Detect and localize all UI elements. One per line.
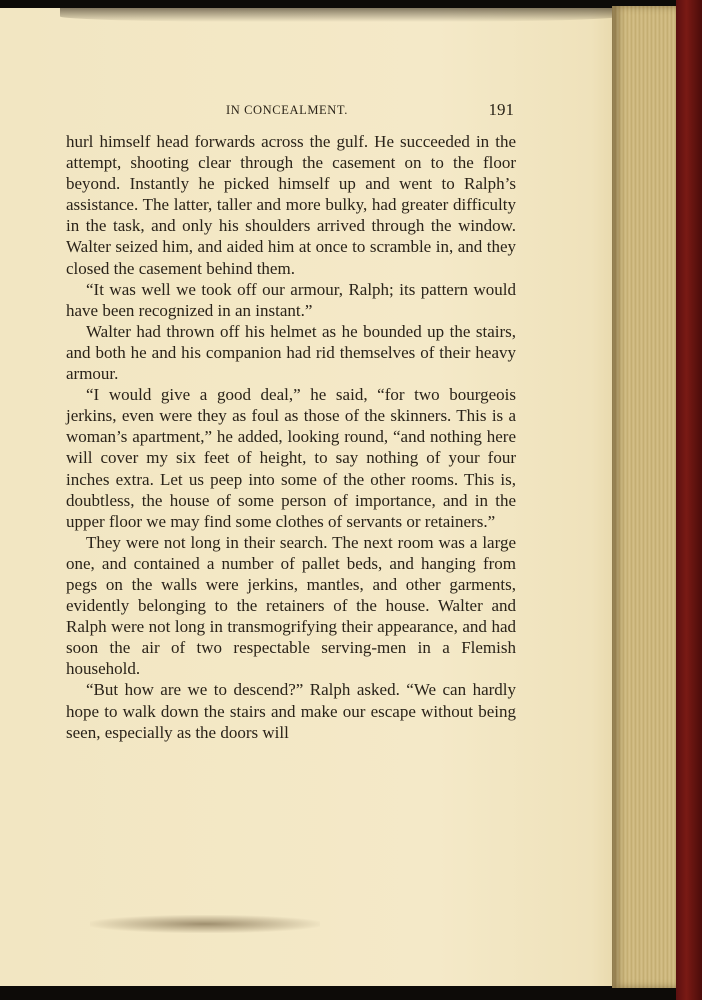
running-title: IN CONCEALMENT. [226,103,348,117]
page-top-shadow [60,8,620,22]
running-header [66,100,516,122]
page-edges [612,6,684,988]
page-number: 191 [488,100,514,119]
paragraph: “I would give a good deal,” he said, “for two bourgeois jerkins, even were they as foul as those of the skinners. This is a woman’s apartment,” he added, looking round, “and nothing here will cover my six feet of height, to say nothing of your four inches extra. Let us peep into some of the other rooms. This is, doubtless, the house of some person of importance, and in the upper floor we may find some clothes of servants or retainers.” [66,385,516,531]
paragraph: Walter had thrown off his helmet as he bounded up the stairs, and both he and his companion had rid themselves of their heavy armour. [66,321,516,384]
paragraph: “It was well we took off our armour, Ralph; its pattern would have been recognized in an instant.” [66,279,516,320]
body-text [66,131,516,743]
paragraph: hurl himself head forwards across the gulf. He succeeded in the attempt, shooting clear through the casement on to the floor beyond. Instantly he picked himself up and went to Ralph’s assistance. The latter, taller and more bulky, had greater difficulty in the task, and only his shoulders arrived through the window. Walter seized him, and aided him at once to scramble in, and they closed the casement behind them. [66,132,516,278]
paragraph: “But how are we to descend?” Ralph asked. “We can hardly hope to walk down the stairs and make our escape without being seen, especially as the doors will [66,680,516,742]
book-cover-edge [676,0,702,1000]
page-smudge [90,915,320,933]
paragraph: They were not long in their search. The next room was a large one, and contained a number of pallet beds, and hanging from pegs on the walls were jerkins, mantles, and other garments, evidently belonging to the retainers of the house. Walter and Ralph were not long in transmogrifying their appearance, and had soon the air of two respectable serving-men in a Flemish household. [66,532,516,679]
